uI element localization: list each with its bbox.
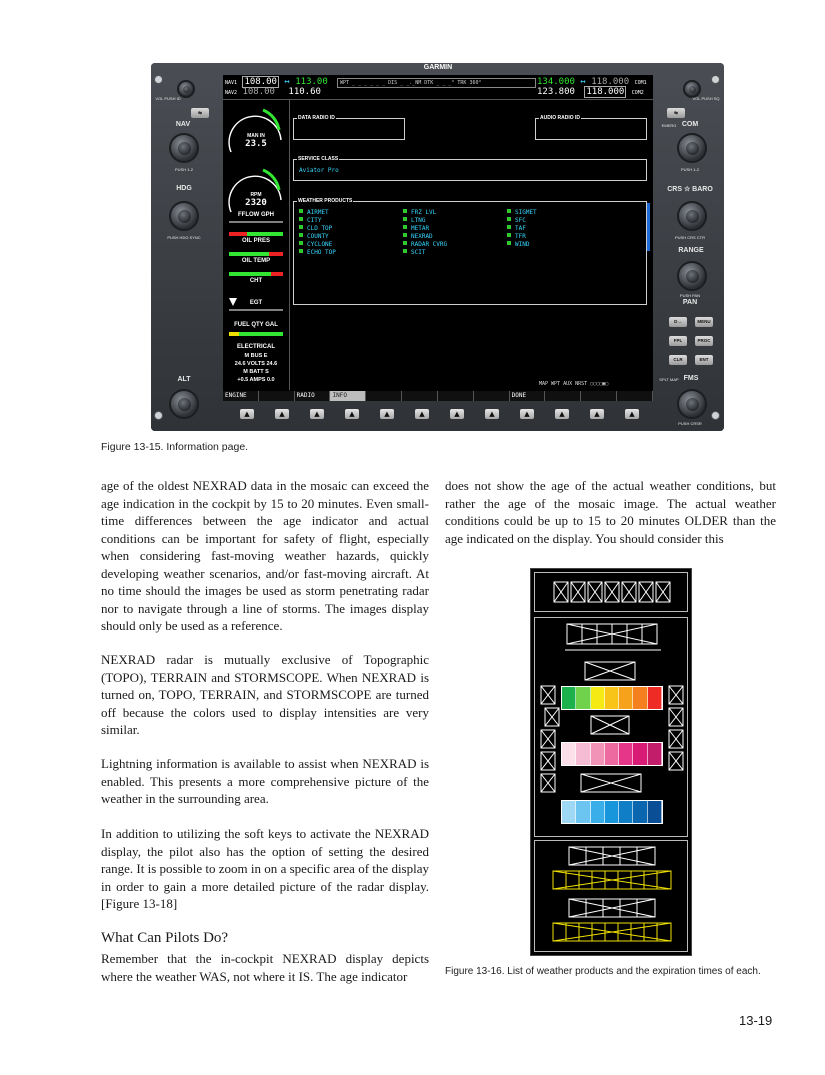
- ent-button[interactable]: ENT: [695, 355, 713, 365]
- intensity-swatch: [562, 743, 576, 765]
- service-class-title: SERVICE CLASS: [298, 156, 339, 162]
- legend-header-panel: [534, 572, 688, 612]
- nav-knob[interactable]: [169, 133, 199, 163]
- nav2-active: 110.60: [288, 87, 321, 97]
- weather-products-col3: [507, 209, 537, 249]
- com2-standby: 118.000: [586, 87, 625, 97]
- split-map-label: SPLT MAP: [659, 377, 679, 382]
- nav-label: NAV: [175, 121, 191, 128]
- screw-icon: [711, 411, 720, 420]
- softkey-button-icon[interactable]: ▲: [555, 409, 569, 419]
- weather-products-title: WEATHER PRODUCTS: [298, 198, 353, 204]
- weather-product-item: CITY: [299, 217, 336, 225]
- crs-baro-knob[interactable]: [677, 201, 707, 231]
- weather-product-item: TAF: [507, 225, 537, 233]
- section-heading: What Can Pilots Do?: [101, 930, 229, 946]
- rain-intensity-bar: [561, 686, 663, 710]
- intensity-swatch: [605, 687, 619, 709]
- intensity-swatch: [576, 801, 590, 823]
- engine-indication-strip: [223, 100, 290, 390]
- screw-icon: [154, 75, 163, 84]
- softkey-7[interactable]: [438, 391, 474, 401]
- softkey-button-icon[interactable]: ▲: [275, 409, 289, 419]
- man-in-value: 23.5: [245, 139, 267, 149]
- softkey-button-icon[interactable]: ▲: [485, 409, 499, 419]
- vol-push-id-label: VOL PUSH ID: [155, 96, 181, 101]
- intensity-swatch: [562, 801, 576, 823]
- intensity-swatch: [576, 687, 590, 709]
- service-class-box: [293, 159, 647, 181]
- electrical-label: ELECTRICAL: [237, 344, 275, 350]
- intensity-swatch: [619, 743, 633, 765]
- softkey-bar: [223, 391, 653, 401]
- crs-baro-label: CRS ☆ BARO: [667, 186, 713, 193]
- weather-product-item: NEXRAD: [403, 233, 447, 241]
- intensity-swatch: [576, 743, 590, 765]
- page-group-label: MAP WPT AUX NRST: [539, 381, 588, 387]
- com-knob[interactable]: [677, 133, 707, 163]
- egt-label: EGT: [249, 300, 263, 306]
- range-knob[interactable]: [677, 261, 707, 291]
- mix-intensity-bar: [561, 742, 663, 766]
- amps-row: +0.5 AMPS 0.0: [237, 377, 275, 383]
- softkey-8[interactable]: [474, 391, 510, 401]
- audio-radio-id-box: [535, 118, 647, 140]
- intensity-swatch: [648, 743, 662, 765]
- mfd-screen: [223, 64, 653, 401]
- weather-product-item: LTNG: [403, 217, 447, 225]
- intensity-swatch: [633, 801, 647, 823]
- alt-knob[interactable]: [169, 389, 199, 419]
- bus-row: M BUS E: [244, 353, 268, 359]
- screw-icon: [711, 75, 720, 84]
- nav1-swap-arrow: ↔: [284, 77, 290, 87]
- com-swap-button[interactable]: ⇆: [667, 108, 685, 118]
- softkey-button-icon[interactable]: ▲: [450, 409, 464, 419]
- weather-product-item: RADAR CVRG: [403, 241, 447, 249]
- figure-13-16-caption: Figure 13-16. List of weather products and the expiration times of each.: [445, 966, 761, 977]
- proc-button[interactable]: PROC: [695, 336, 713, 346]
- body-paragraph: Remember that the in-cockpit NEXRAD display depicts where the weather WAS, not where it IS. The age indicator: [101, 951, 429, 984]
- intensity-swatch: [591, 687, 605, 709]
- nav1-standby: 108.00: [244, 77, 277, 87]
- softkey-11[interactable]: [581, 391, 617, 401]
- service-class-value: Aviator Pro: [299, 167, 339, 174]
- range-label: RANGE: [678, 247, 704, 254]
- intensity-swatch: [619, 801, 633, 823]
- weather-product-item: AIRMET: [299, 209, 336, 217]
- rpm-label: RPM: [250, 192, 262, 198]
- waypoint-bar: WPT _ _ _ _ _ _ DIS _ _._NM DTK _ _ _° TRK 360°: [337, 78, 536, 88]
- com2-label: COM2: [631, 90, 644, 96]
- intensity-swatch: [633, 687, 647, 709]
- softkey-radio[interactable]: RADIO: [295, 391, 331, 401]
- softkey-2[interactable]: [259, 391, 295, 401]
- softkey-10[interactable]: [545, 391, 581, 401]
- pan-label: PAN: [682, 299, 698, 306]
- intensity-swatch: [591, 743, 605, 765]
- data-radio-id-title: DATA RADIO ID: [298, 115, 335, 121]
- weather-product-item: WIND: [507, 241, 537, 249]
- clr-button[interactable]: CLR: [669, 355, 687, 365]
- intensity-swatch: [619, 687, 633, 709]
- nav1-label: NAV1: [225, 80, 238, 86]
- com1-standby: 118.000: [591, 77, 630, 87]
- weather-product-item: FRZ LVL: [403, 209, 447, 217]
- com2-active: 123.800: [537, 87, 575, 97]
- softkey-button-icon[interactable]: ▲: [240, 409, 254, 419]
- nav2-row: [225, 87, 321, 97]
- audio-radio-id-title: AUDIO RADIO ID: [540, 115, 580, 121]
- softkey-button-icon[interactable]: ▲: [590, 409, 604, 419]
- softkey-12[interactable]: [617, 391, 653, 401]
- push-crs-ctr-label: PUSH CRS CTR: [674, 235, 705, 240]
- cht-label: CHT: [249, 278, 263, 284]
- fpl-button[interactable]: FPL: [669, 336, 687, 346]
- nav2-label: NAV2: [225, 90, 238, 96]
- push-hdg-sync-label: PUSH HDG SYNC: [167, 235, 201, 240]
- fms-knob[interactable]: [677, 389, 707, 419]
- push-1-2-label: PUSH 1-2: [174, 167, 193, 172]
- volts-row: 24.6 VOLTS 24.6: [234, 361, 278, 367]
- weather-product-item: SIGMET: [507, 209, 537, 217]
- emerg-label: EMERG: [661, 123, 677, 128]
- legend-intensity-panel: [534, 617, 688, 837]
- nav1-active: 113.00: [295, 77, 328, 87]
- oil-pres-label: OIL PRES: [242, 238, 270, 244]
- weather-products-col2: [403, 209, 447, 257]
- push-crsr-label: PUSH CRSR: [678, 421, 702, 426]
- weather-product-item: SCIT: [403, 249, 447, 257]
- fflow-label: FFLOW GPH: [238, 212, 274, 218]
- com1-swap-arrow: ↔: [580, 77, 586, 87]
- intensity-swatch: [633, 743, 647, 765]
- figure-13-15-caption: Figure 13-15. Information page.: [101, 441, 249, 453]
- nav2-standby: 108.00: [242, 87, 275, 97]
- intensity-swatch: [605, 801, 619, 823]
- softkey-button-icon[interactable]: ▲: [625, 409, 639, 419]
- intensity-swatch: [591, 801, 605, 823]
- weather-product-item: SFC: [507, 217, 537, 225]
- softkey-engine[interactable]: ENGINE: [223, 391, 259, 401]
- fuel-qty-label: FUEL QTY GAL: [234, 322, 278, 328]
- nav-swap-button[interactable]: ⇆: [191, 108, 209, 118]
- illegible-product-expiration-list: [535, 841, 685, 949]
- weather-product-item: ECHO TOP: [299, 249, 336, 257]
- batt-row: M BATT S: [243, 369, 269, 375]
- weather-products-legend-figure: [530, 568, 692, 956]
- weather-products-col1: [299, 209, 336, 257]
- oil-temp-label: OIL TEMP: [241, 258, 271, 264]
- body-paragraph: NEXRAD radar is mutually exclusive of Topographic (TOPO), TERRAIN and STORMSCOPE. When NEXRAD is turned on, TOPO, TERRAIN, and STORMSCOPE are turned off because the colors used to display intensities are very similar.: [101, 652, 429, 737]
- page-group-indicator: MAP WPT AUX NRST ▢▢▢▢▣▢: [539, 381, 609, 387]
- com1-label: COM1: [634, 80, 647, 86]
- legend-products-panel: [534, 840, 688, 952]
- information-page-figure: [151, 63, 724, 431]
- body-paragraph: Lightning information is available to assist when NEXRAD is enabled. This presents a more comprehensive picture of the weather in the surrounding area.: [101, 756, 429, 806]
- softkey-info[interactable]: INFO: [330, 391, 366, 401]
- body-paragraph: does not show the age of the actual weather conditions, but rather the age of the mosaic image. The actual weather conditions could be up to 15 to 20 minutes OLDER than the age indicated on the display. You should consider this: [445, 478, 776, 546]
- man-in-label: MAN IN: [247, 133, 265, 139]
- intensity-swatch: [605, 743, 619, 765]
- com2-row: [537, 87, 644, 97]
- softkey-button-icon[interactable]: ▲: [520, 409, 534, 419]
- scrollbar[interactable]: [647, 203, 650, 251]
- menu-button[interactable]: MENU: [695, 317, 713, 327]
- softkey-button-icon[interactable]: ▲: [310, 409, 324, 419]
- weather-products-box: [293, 201, 647, 305]
- body-paragraph: In addition to utilizing the soft keys to activate the NEXRAD display, the pilot also has the option of setting the desired range. It is possible to zoom in on a specific area of the display in order to gain a more detailed picture of the radar display. [Figure 13-18]: [101, 826, 429, 911]
- weather-product-item: METAR: [403, 225, 447, 233]
- nav1-row: [225, 77, 328, 87]
- hdg-knob[interactable]: [169, 201, 199, 231]
- softkey-done[interactable]: DONE: [510, 391, 546, 401]
- softkey-6[interactable]: [402, 391, 438, 401]
- softkey-button-icon[interactable]: ▲: [415, 409, 429, 419]
- push-pan-label: PUSH PAN: [679, 293, 701, 298]
- weather-product-item: COUNTY: [299, 233, 336, 241]
- vol-push-sq-label: VOL PUSH SQ: [692, 96, 720, 101]
- alt-label: ALT: [177, 376, 191, 383]
- softkey-5[interactable]: [366, 391, 402, 401]
- weather-product-item: CYCLONE: [299, 241, 336, 249]
- screw-icon: [154, 411, 163, 420]
- illegible-header-text: [553, 581, 673, 603]
- com-label: COM: [681, 121, 699, 128]
- fms-label: FMS: [683, 375, 699, 382]
- data-radio-id-box: [293, 118, 405, 140]
- hdg-label: HDG: [176, 185, 192, 192]
- rpm-value: 2320: [245, 198, 267, 208]
- com1-active: 134.000: [537, 77, 575, 87]
- softkey-button-icon[interactable]: ▲: [345, 409, 359, 419]
- garmin-logo: GARMIN: [423, 64, 453, 71]
- intensity-swatch: [562, 687, 576, 709]
- weather-product-item: CLD TOP: [299, 225, 336, 233]
- weather-product-item: TFR: [507, 233, 537, 241]
- push-1-2-label: PUSH 1-2: [680, 167, 699, 172]
- intensity-swatch: [648, 687, 662, 709]
- intensity-swatch: [648, 801, 662, 823]
- direct-to-button[interactable]: D→: [669, 317, 687, 327]
- softkey-button-icon[interactable]: ▲: [380, 409, 394, 419]
- body-paragraph: age of the oldest NEXRAD data in the mosaic can exceed the age indication in the cockpit by 15 to 20 minutes. Even small-time differences between the age indicator and actual conditions can be important for safety of flight, especially when considering fast-moving weather hazards, quickly developing weather scenarios, and/or fast-moving aircraft. At no time should the images be used as storm penetrating radar nor to navigate through a line of storms. The images display should only be used as a reference.: [101, 478, 429, 633]
- page-number: 13-19: [739, 1013, 773, 1028]
- snow-intensity-bar: [561, 800, 663, 824]
